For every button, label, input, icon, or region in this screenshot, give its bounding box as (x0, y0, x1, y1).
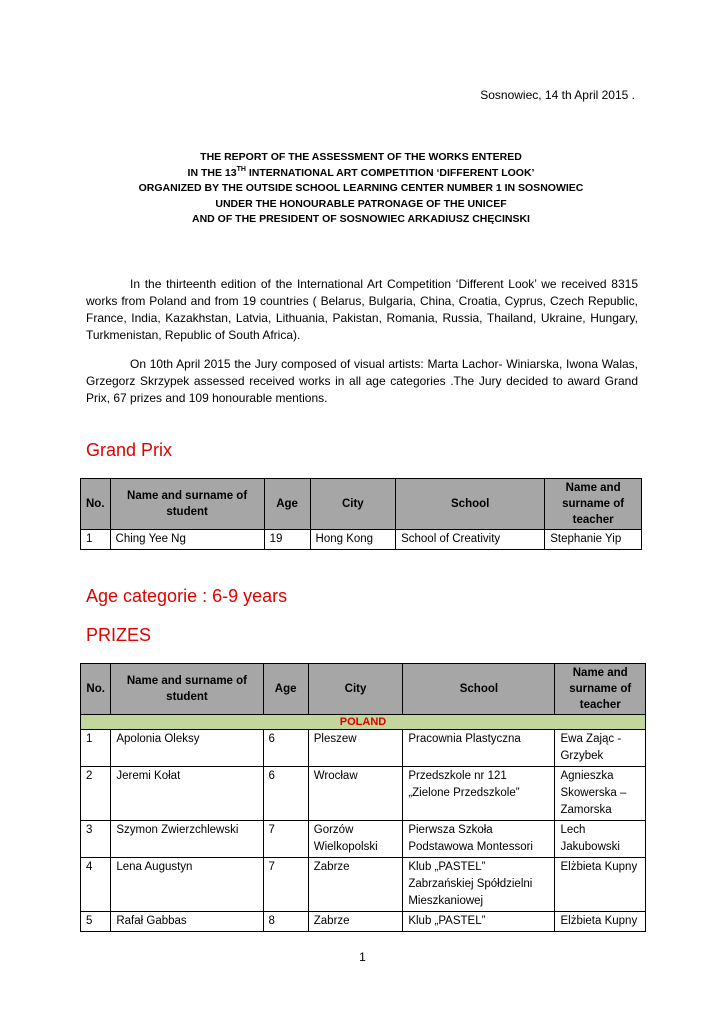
cell-school: Przedszkole nr 121 „Zielone Przedszkole” (403, 767, 555, 821)
title-line: AND OF THE PRESIDENT OF SOSNOWIEC ARKADIUSZ CHĘCINSKI (192, 213, 530, 225)
prizes-table (80, 663, 646, 932)
title-line: THE REPORT OF THE ASSESSMENT OF THE WORKS ENTERED (200, 151, 522, 163)
col-no: No. (81, 479, 111, 530)
col-city: City (310, 479, 396, 530)
cell-teacher: Agnieszka Skowerska – Zamorska (555, 767, 646, 821)
report-title (86, 150, 636, 228)
table-row (81, 530, 642, 550)
title-text: IN THE 13 (187, 166, 237, 179)
cell-name: Ching Yee Ng (110, 530, 264, 550)
cell-teacher: Stephanie Yip (545, 530, 642, 550)
col-teacher: Name and surname of teacher (545, 479, 642, 530)
report-date: Sosnowiec, 14 th April 2015 . (480, 88, 635, 102)
title-line (86, 166, 636, 182)
cell-name: Apolonia Oleksy (111, 730, 263, 767)
cell-city: Gorzów Wielkopolski (308, 821, 403, 858)
cell-city: Wrocław (308, 767, 403, 821)
cell-name: Szymon Zwierzchlewski (111, 821, 263, 858)
title-superscript: TH (236, 165, 246, 173)
cell-name: Rafał Gabbas (111, 912, 263, 932)
cell-age: 6 (263, 730, 308, 767)
age-category-heading: Age categorie : 6-9 years (86, 586, 288, 606)
country-row (81, 715, 646, 730)
table-row (81, 821, 646, 858)
cell-teacher: Ewa Zając - Grzybek (555, 730, 646, 767)
title-line: ORGANIZED BY THE OUTSIDE SCHOOL LEARNING CENTER NUMBER 1 IN SOSNOWIEC (138, 182, 584, 194)
cell-age: 6 (263, 767, 308, 821)
cell-school: School of Creativity (396, 530, 545, 550)
table-header-row (81, 479, 642, 530)
cell-city: Hong Kong (310, 530, 396, 550)
col-name: Name and surname of student (110, 479, 264, 530)
prizes-heading: PRIZES (86, 625, 152, 645)
cell-no: 2 (81, 767, 111, 821)
cell-age: 8 (263, 912, 308, 932)
col-age: Age (263, 664, 308, 715)
grand-prix-heading: Grand Prix (86, 440, 173, 460)
cell-age: 7 (263, 821, 308, 858)
table-row (81, 858, 646, 912)
col-name: Name and surname of student (111, 664, 263, 715)
cell-teacher: Elżbieta Kupny (555, 858, 646, 912)
cell-teacher: Lech Jakubowski (555, 821, 646, 858)
cell-city: Pleszew (308, 730, 403, 767)
cell-name: Lena Augustyn (111, 858, 263, 912)
col-age: Age (264, 479, 310, 530)
cell-city: Zabrze (308, 912, 403, 932)
cell-name: Jeremi Kołat (111, 767, 263, 821)
cell-school: Klub „PASTEL” (403, 912, 555, 932)
col-no: No. (81, 664, 111, 715)
jury-paragraph: On 10th April 2015 the Jury composed of visual artists: Marta Lachor- Winiarska, Iwona Walas, Grzegorz Skrzypek assessed received works in all age categories .The Jury decided to award Grand Prix, 67 prizes and 109 honourable mentions. (86, 357, 638, 405)
cell-age: 7 (263, 858, 308, 912)
intro-paragraph: In the thirteenth edition of the International Art Competition ‘Different Look’ we received 8315 works from Poland and from 19 countries ( Belarus, Bulgaria, China, Croatia, Cyprus, Czech Republic, France, India, Kazakhstan, Latvia, Lithuania, Pakistan, Romania, Russia, Thailand, Ukraine, Hungary, Turkmenistan, Republic of South Africa). (86, 277, 638, 342)
cell-city: Zabrze (308, 858, 403, 912)
title-text: INTERNATIONAL ART COMPETITION ‘DIFFERENT LOOK’ (245, 166, 535, 179)
page-number: 1 (359, 950, 366, 964)
col-school: School (403, 664, 555, 715)
cell-no: 4 (81, 858, 111, 912)
country-label: POLAND (81, 715, 646, 730)
col-city: City (308, 664, 403, 715)
grand-prix-table (80, 478, 642, 550)
cell-age: 19 (264, 530, 310, 550)
cell-school: Pierwsza Szkoła Podstawowa Montessori (403, 821, 555, 858)
table-row (81, 730, 646, 767)
table-row (81, 767, 646, 821)
col-school: School (396, 479, 545, 530)
cell-teacher: Elżbieta Kupny (555, 912, 646, 932)
cell-no: 1 (81, 530, 111, 550)
cell-no: 5 (81, 912, 111, 932)
table-row (81, 912, 646, 932)
title-line: UNDER THE HONOURABLE PATRONAGE OF THE UNICEF (215, 197, 507, 210)
cell-no: 1 (81, 730, 111, 767)
cell-no: 3 (81, 821, 111, 858)
cell-school: Klub „PASTEL” Zabrzańskiej Spółdzielni Mieszkaniowej (403, 858, 555, 912)
cell-school: Pracownia Plastyczna (403, 730, 555, 767)
table-header-row (81, 664, 646, 715)
col-teacher: Name and surname of teacher (555, 664, 646, 715)
